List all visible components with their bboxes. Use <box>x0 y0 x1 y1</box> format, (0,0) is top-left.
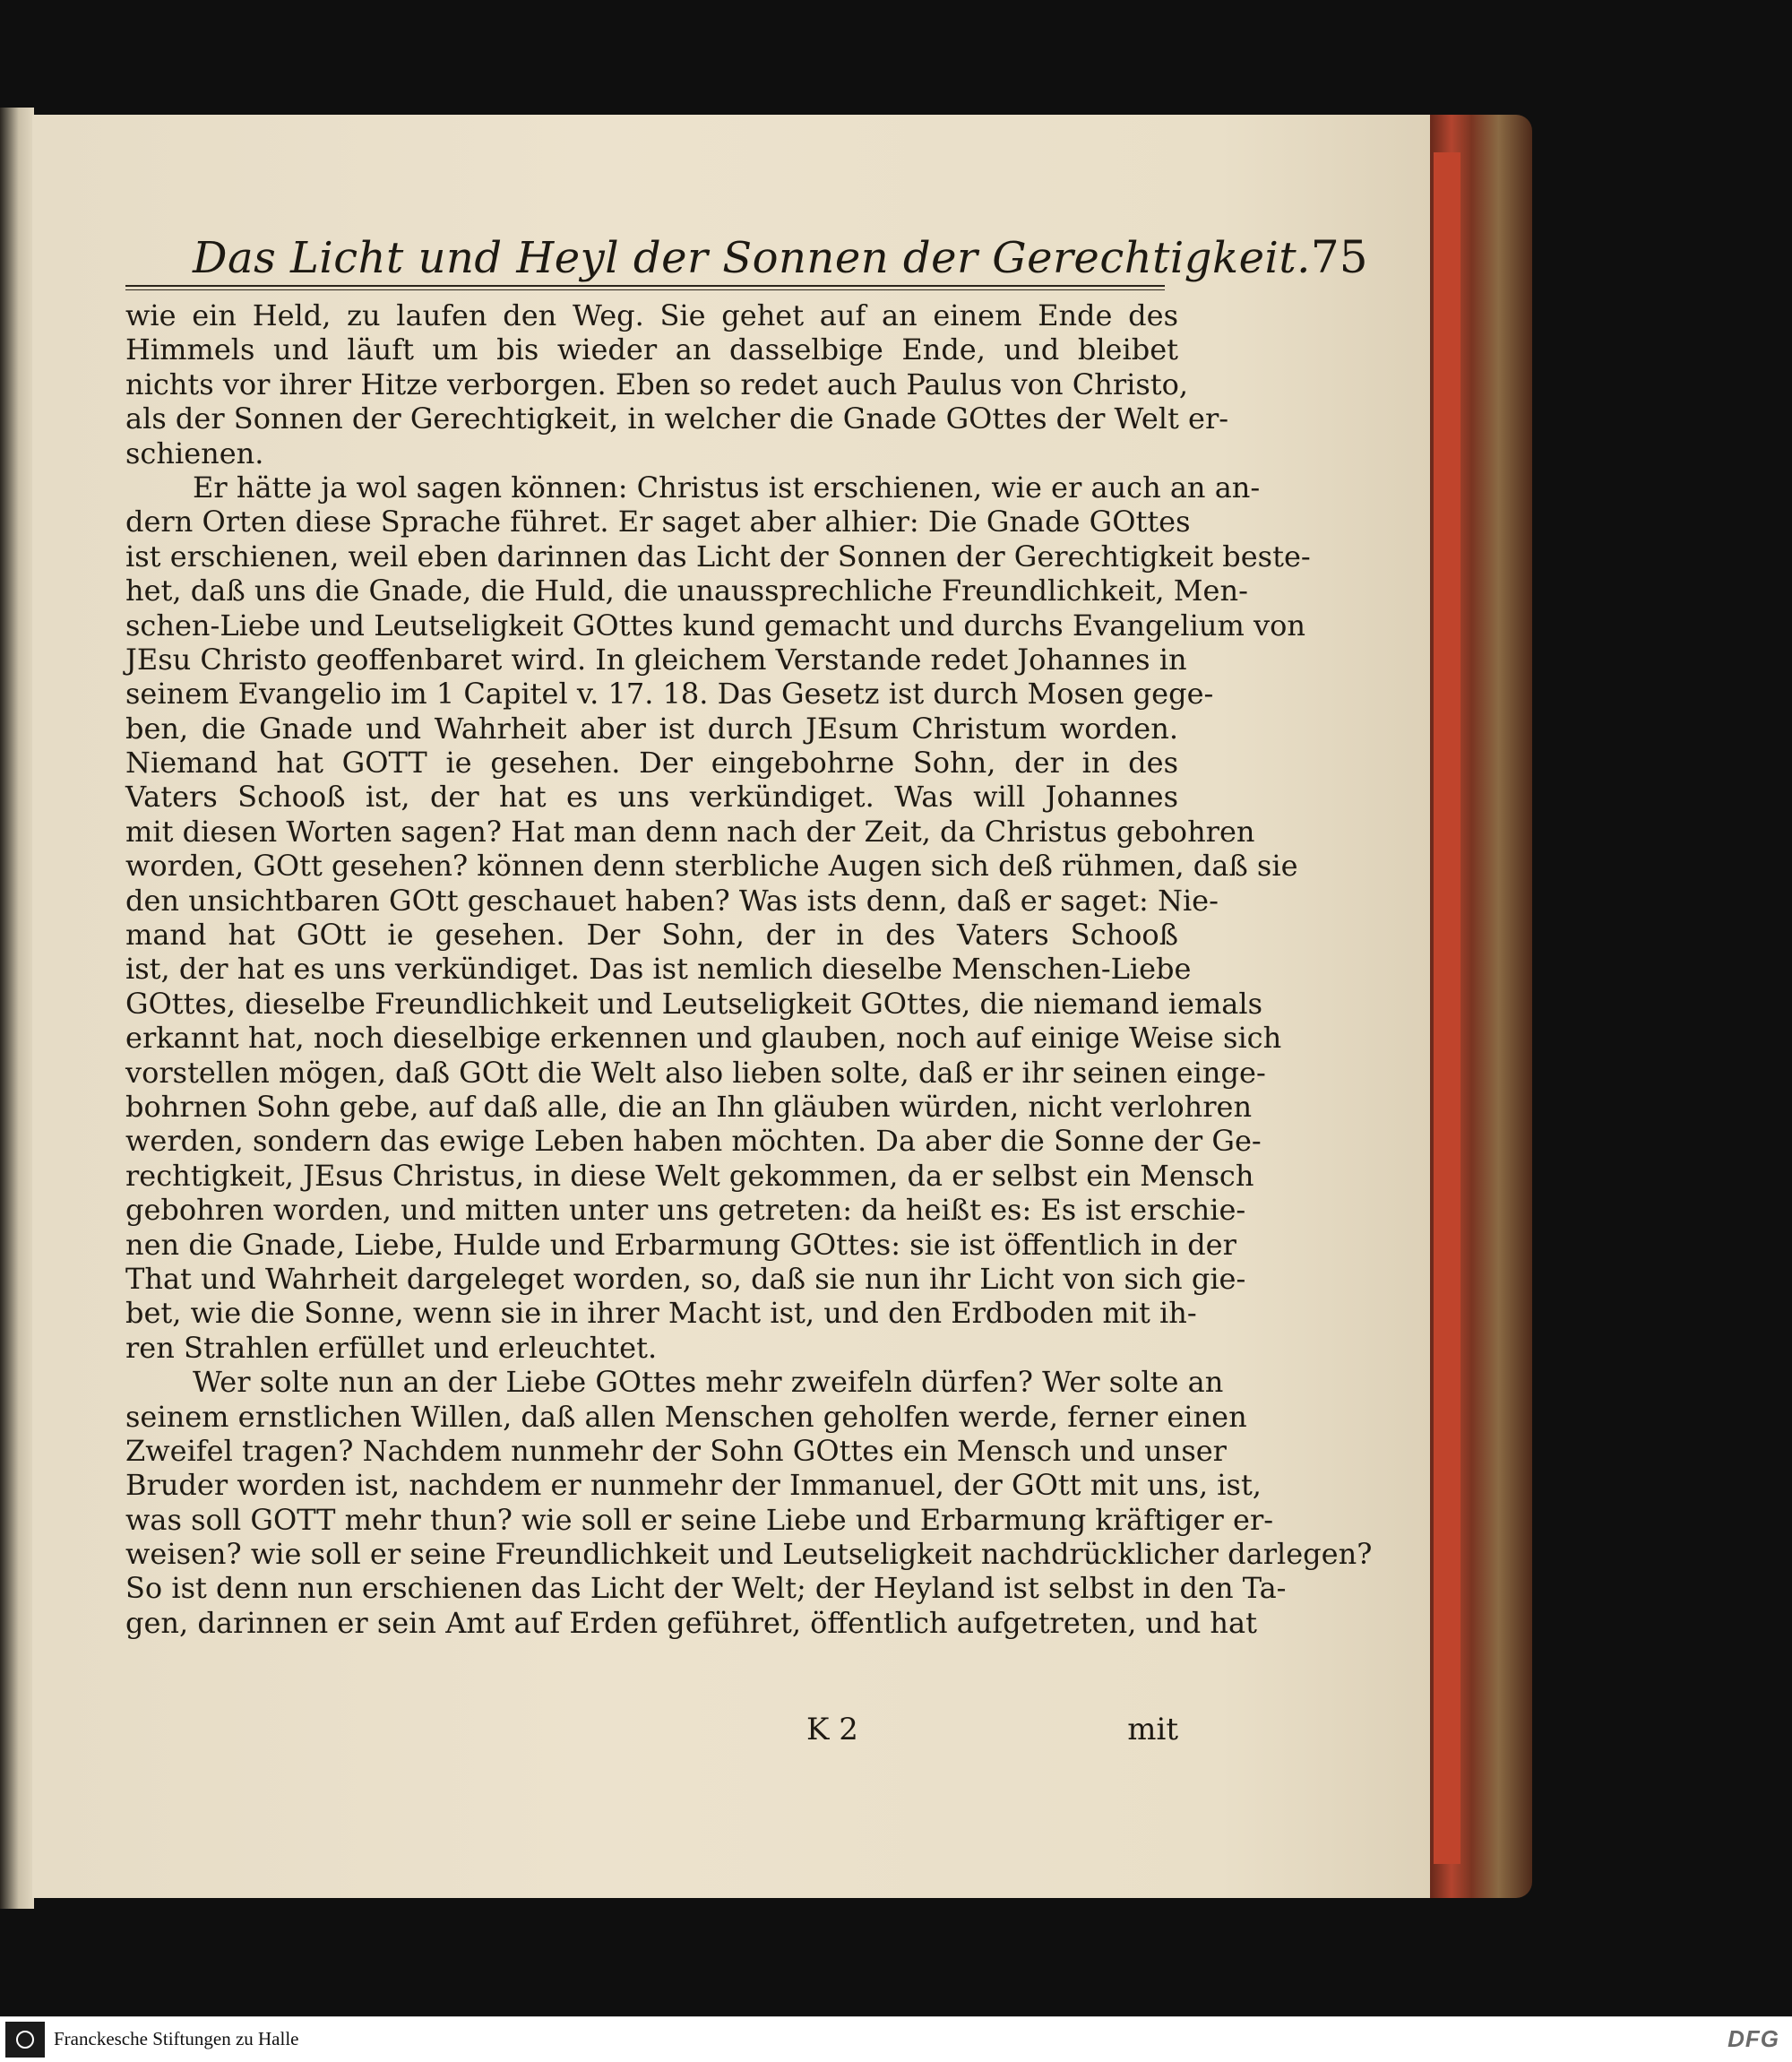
text-line: seinem ernstlichen Willen, daß allen Menschen geholfen werde, ferner einen <box>125 1399 1247 1434</box>
page-footer <box>125 1712 1178 1747</box>
text-line: Vaters Schooß ist, der hat es uns verkündiget. Was will Johannes <box>125 780 1178 815</box>
attribution-bar <box>0 2016 1792 2062</box>
text-line: Niemand hat GOTT ie gesehen. Der eingebohrne Sohn, der in des <box>125 746 1178 781</box>
text-line: erkannt hat, noch dieselbige erkennen und glauben, noch auf einige Weise sich <box>125 1021 1282 1056</box>
text-line: werden, sondern das ewige Leben haben möchten. Da aber die Sonne der Ge- <box>125 1124 1262 1159</box>
text-line: gen, darinnen er sein Amt auf Erden geführet, öffentlich aufgetreten, und hat <box>125 1605 1257 1640</box>
text-line: Himmels und läuft um bis wieder an dasselbige Ende, und bleibet <box>125 332 1178 367</box>
text-line: worden, GOtt gesehen? können denn sterbliche Augen sich deß rühmen, daß sie <box>125 849 1298 884</box>
text-line: seinem Evangelio im 1 Capitel v. 17. 18. Das Gesetz ist durch Mosen gege- <box>125 677 1214 712</box>
text-line: ben, die Gnade und Wahrheit aber ist durch JEsum Christum worden. <box>125 711 1178 746</box>
text-line: Zweifel tragen? Nachdem nunmehr der Sohn GOttes ein Mensch und unser <box>125 1433 1227 1468</box>
text-line: bet, wie die Sonne, wenn sie in ihrer Macht ist, und den Erdboden mit ih- <box>125 1296 1197 1331</box>
text-line: JEsu Christo geoffenbaret wird. In gleichem Verstande redet Johannes in <box>125 642 1187 677</box>
text-line: bohrnen Sohn gebe, auf daß alle, die an Ihn gläuben würden, nicht verlohren <box>125 1089 1253 1124</box>
text-line: GOttes, dieselbe Freundlichkeit und Leutseligkeit GOttes, die niemand iemals <box>125 986 1262 1021</box>
dfg-logo[interactable]: DFG <box>1727 2025 1779 2052</box>
text-line: ist, der hat es uns verkündiget. Das ist nemlich dieselbe Menschen-Liebe <box>125 952 1192 987</box>
text-line: Er hätte ja wol sagen können: Christus ist erschienen, wie er auch an an- <box>193 470 1261 505</box>
logo-mark <box>16 2031 34 2049</box>
text-line: mand hat GOtt ie gesehen. Der Sohn, der in des Vaters Schooß <box>125 918 1178 953</box>
signature-mark: K 2 <box>806 1712 858 1747</box>
text-line: het, daß uns die Gnade, die Huld, die unaussprechliche Freundlichkeit, Men- <box>125 574 1248 608</box>
page-number: 75 <box>1310 231 1368 283</box>
text-line: als der Sonnen der Gerechtigkeit, in welcher die Gnade GOttes der Welt er- <box>125 401 1229 436</box>
text-line: ist erschienen, weil eben darinnen das Licht der Sonnen der Gerechtigkeit beste- <box>125 539 1311 574</box>
running-head <box>193 224 1368 283</box>
francke-foundation-logo-icon[interactable] <box>5 2022 45 2058</box>
previous-page-edge <box>0 108 34 1909</box>
text-line: schen-Liebe und Leutseligkeit GOttes kund gemacht und durchs Evangelium von <box>125 608 1305 643</box>
text-line: nichts vor ihrer Hitze verborgen. Eben so redet auch Paulus von Christo, <box>125 367 1189 401</box>
header-rule <box>125 285 1165 290</box>
text-line: den unsichtbaren GOtt geschauet haben? Was ists denn, daß er saget: Nie- <box>125 883 1219 918</box>
text-line: Bruder worden ist, nachdem er nunmehr der Immanuel, der GOtt mit uns, ist, <box>125 1468 1262 1503</box>
text-line: vorstellen mögen, daß GOtt die Welt also lieben solte, daß er ihr seinen einge- <box>125 1055 1266 1090</box>
text-line: rechtigkeit, JEsus Christus, in diese Welt gekommen, da er selbst ein Mensch <box>125 1158 1254 1193</box>
text-line: Wer solte nun an der Liebe GOttes mehr zweifeln dürfen? Wer solte an <box>193 1365 1224 1400</box>
text-line: That und Wahrheit dargeleget worden, so, daß sie nun ihr Licht von sich gie- <box>125 1261 1246 1296</box>
text-line: gebohren worden, und mitten unter uns getreten: da heißt es: Es ist erschie- <box>125 1193 1246 1228</box>
book-red-page-edges <box>1434 152 1460 1864</box>
text-line: So ist denn nun erschienen das Licht der Welt; der Heyland ist selbst in den Ta- <box>125 1571 1287 1606</box>
text-line: wie ein Held, zu laufen den Weg. Sie gehet auf an einem Ende des <box>125 298 1178 332</box>
text-line: schienen. <box>125 436 264 470</box>
text-line: dern Orten diese Sprache führet. Er saget aber alhier: Die Gnade GOttes <box>125 505 1191 539</box>
text-body <box>125 298 1373 1640</box>
text-line: nen die Gnade, Liebe, Hulde und Erbarmung GOttes: sie ist öffentlich in der <box>125 1227 1236 1262</box>
text-line: mit diesen Worten sagen? Hat man denn nach der Zeit, da Christus gebohren <box>125 814 1255 849</box>
text-line: ren Strahlen erfüllet und erleuchtet. <box>125 1330 658 1365</box>
catchword: mit <box>1127 1712 1178 1747</box>
text-line: weisen? wie soll er seine Freundlichkeit und Leutseligkeit nachdrücklicher darlegen? <box>125 1537 1373 1572</box>
running-title: Das Licht und Heyl der Sonnen der Gerechtigkeit. <box>193 233 1311 283</box>
text-line: was soll GOTT mehr thun? wie soll er seine Liebe und Erbarmung kräftiger er- <box>125 1502 1274 1537</box>
institution-name[interactable]: Franckesche Stiftungen zu Halle <box>54 2028 299 2049</box>
